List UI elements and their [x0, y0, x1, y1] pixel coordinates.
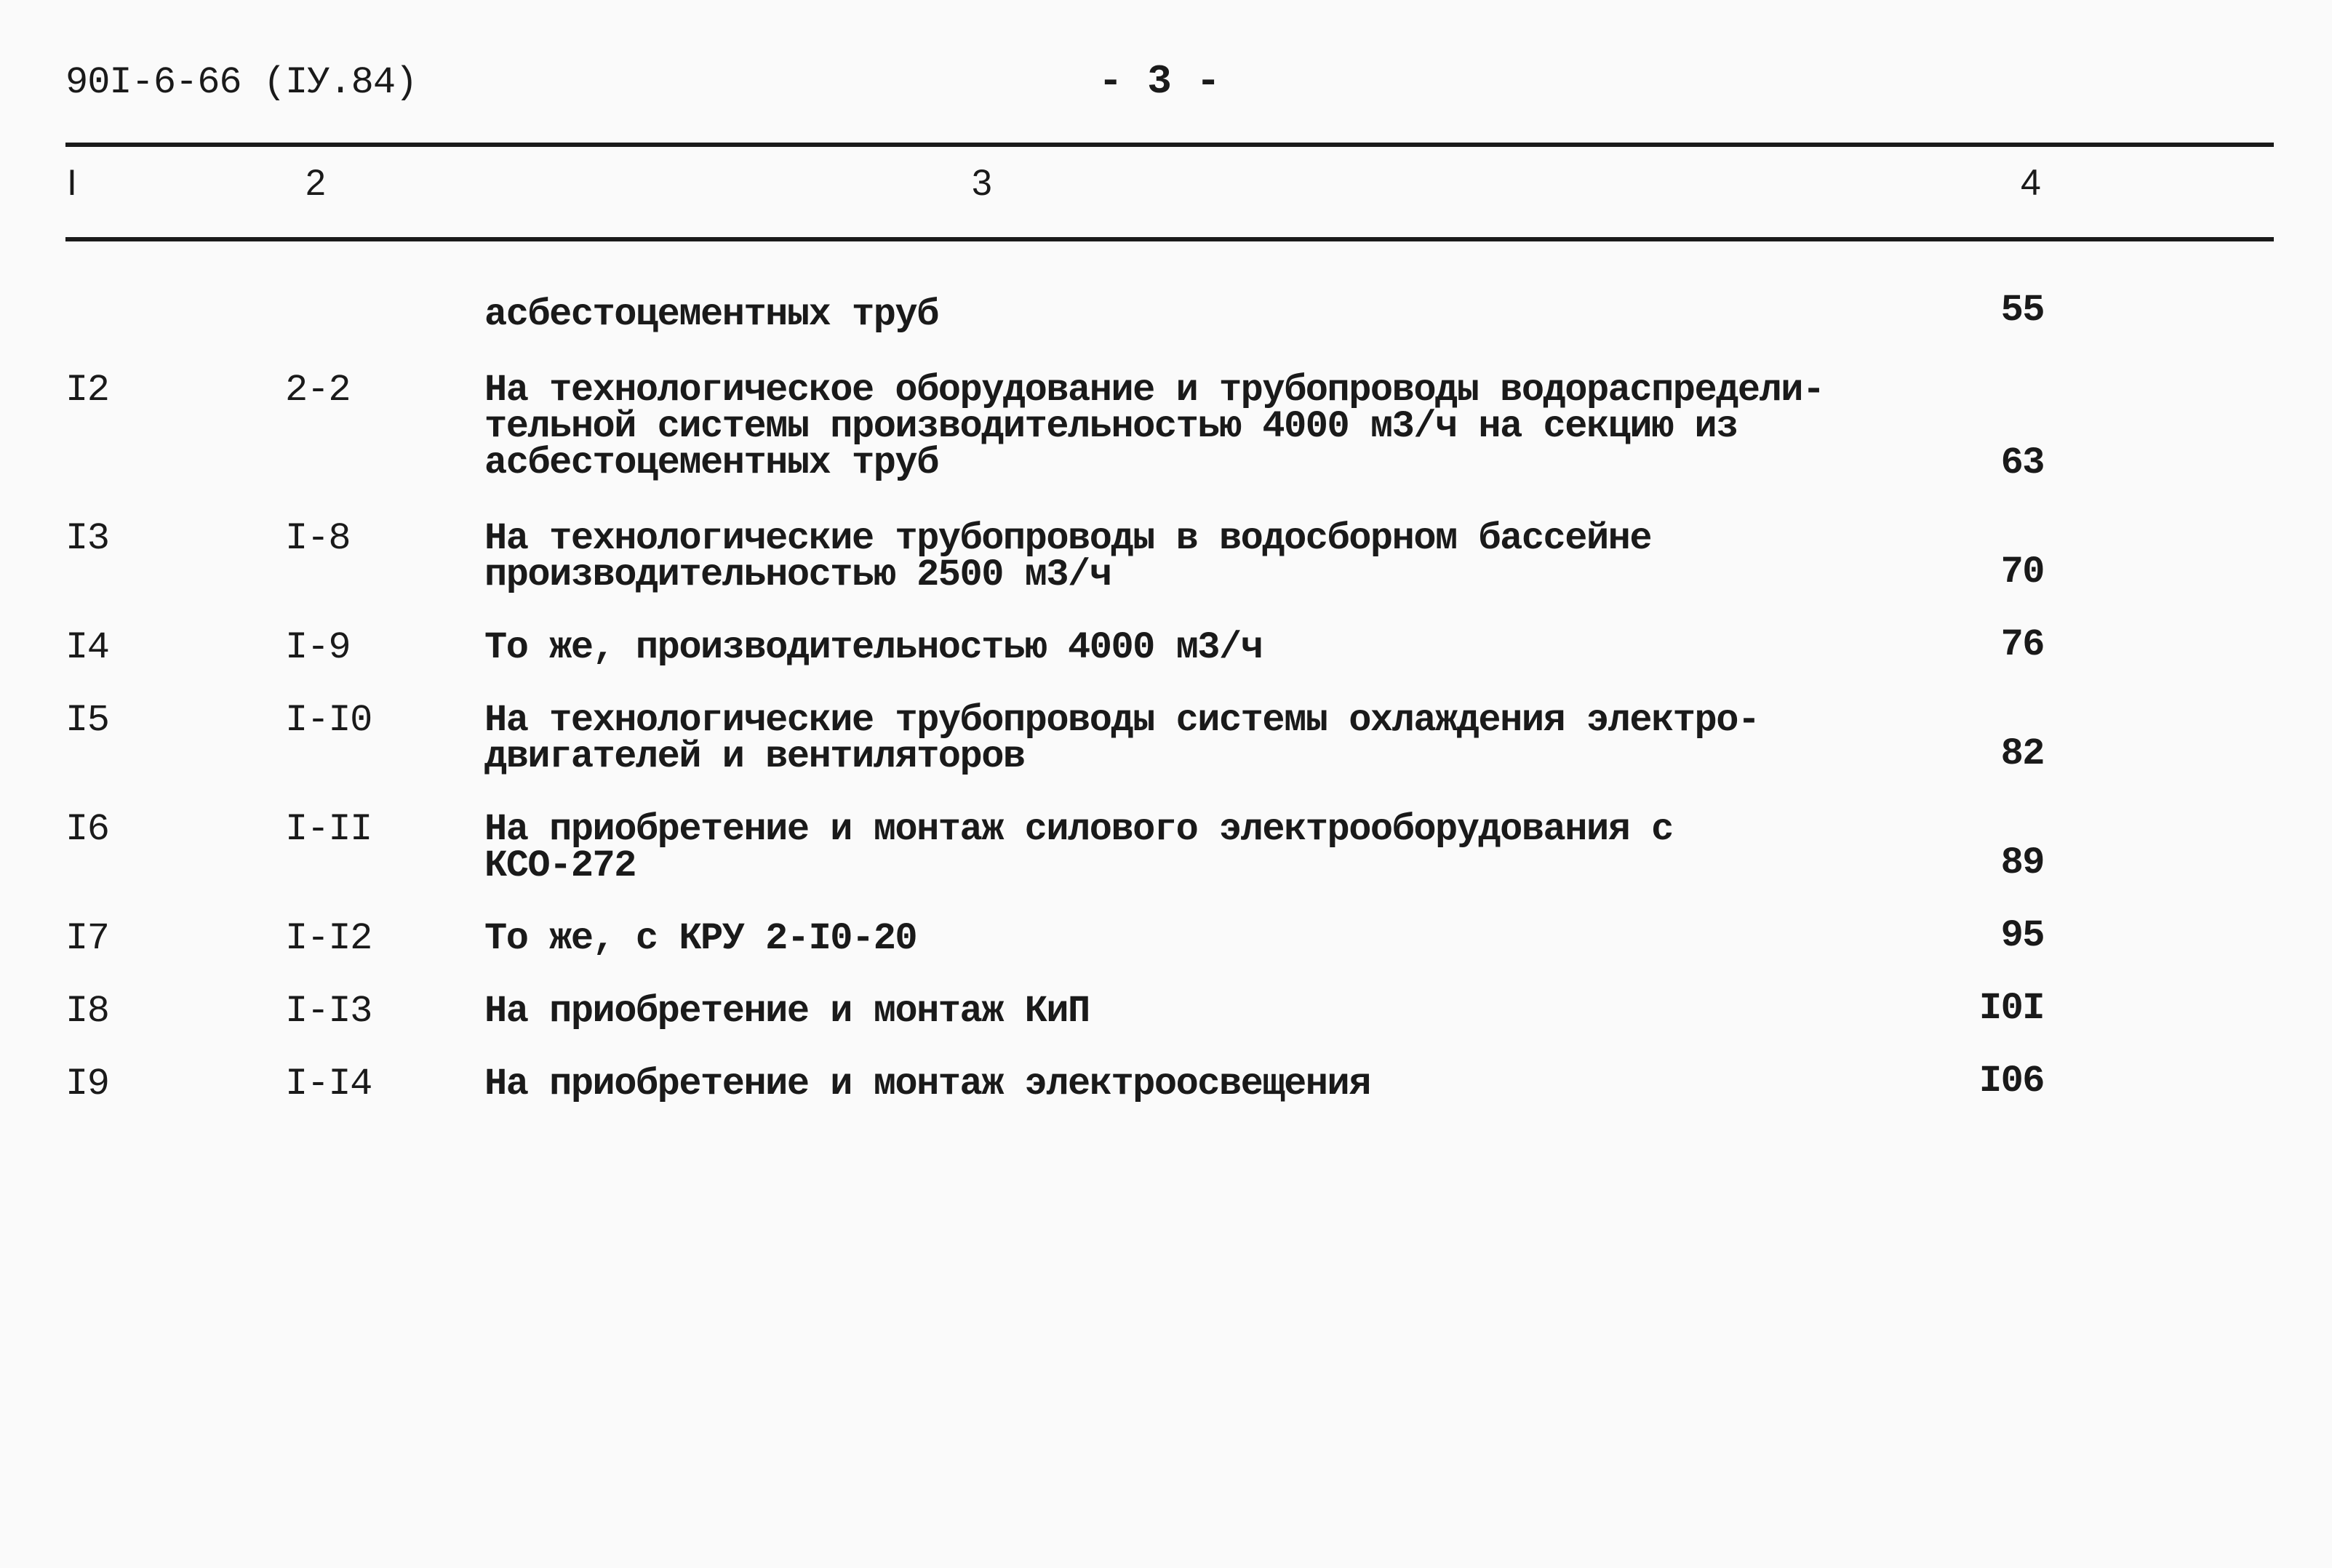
row-page: I06: [1978, 1060, 2044, 1103]
row-page: 89: [2000, 841, 2044, 884]
table-top-rule: [65, 143, 2274, 147]
row-number: I4: [65, 626, 109, 669]
row-text: На приобретение и монтаж электроосвещения: [484, 1063, 1370, 1105]
row-number: I9: [65, 1063, 109, 1105]
page-number: - 3 -: [1098, 58, 1221, 105]
row-number: I8: [65, 990, 109, 1033]
row-page: 76: [2000, 623, 2044, 666]
row-text: На технологические трубопроводы системы охлаждения электро- двигателей и вентиляторов: [484, 699, 1760, 778]
row-page: 70: [2000, 551, 2044, 593]
row-text: На приобретение и монтаж силового электрооборудования с КСО-272: [484, 808, 1673, 887]
row-number: I6: [65, 808, 109, 851]
row-code: 2-2: [285, 369, 351, 412]
row-code: I-II: [285, 808, 372, 851]
row-code: I-I4: [285, 1063, 372, 1105]
column-header-1: I: [67, 162, 77, 203]
row-code: I-9: [285, 626, 351, 669]
row-page: I0I: [1978, 987, 2044, 1030]
row-page: 63: [2000, 441, 2044, 484]
table-header-rule: [65, 237, 2274, 241]
row-page: 82: [2000, 732, 2044, 775]
row-text: То же, с КРУ 2-I0-20: [484, 917, 917, 960]
row-text: асбестоцементных труб: [484, 293, 938, 336]
column-header-4: 4: [2021, 162, 2041, 203]
row-code: I-I3: [285, 990, 372, 1033]
row-code: I-8: [285, 517, 351, 560]
row-number: I2: [65, 369, 109, 412]
row-page: 55: [2000, 289, 2044, 332]
row-text: На технологические трубопроводы в водосборном бассейне производительностью 2500 м3/ч: [484, 517, 1652, 596]
row-number: I7: [65, 917, 109, 960]
row-text: То же, производительностью 4000 м3/ч: [484, 626, 1263, 669]
column-header-2: 2: [306, 162, 326, 203]
row-text: На приобретение и монтаж КиП: [484, 990, 1090, 1033]
row-code: I-I2: [285, 917, 372, 960]
row-number: I3: [65, 517, 109, 560]
column-header-3: 3: [972, 162, 992, 203]
row-page: 95: [2000, 914, 2044, 957]
row-text: На технологическое оборудование и трубопроводы водораспредели- тельной системы производительностью 4000 м3/ч на секцию из асбестоцементных труб: [484, 369, 1824, 484]
row-code: I-I0: [285, 699, 372, 742]
document-code: 90I-6-66 (IУ.84): [65, 61, 418, 104]
row-number: I5: [65, 699, 109, 742]
